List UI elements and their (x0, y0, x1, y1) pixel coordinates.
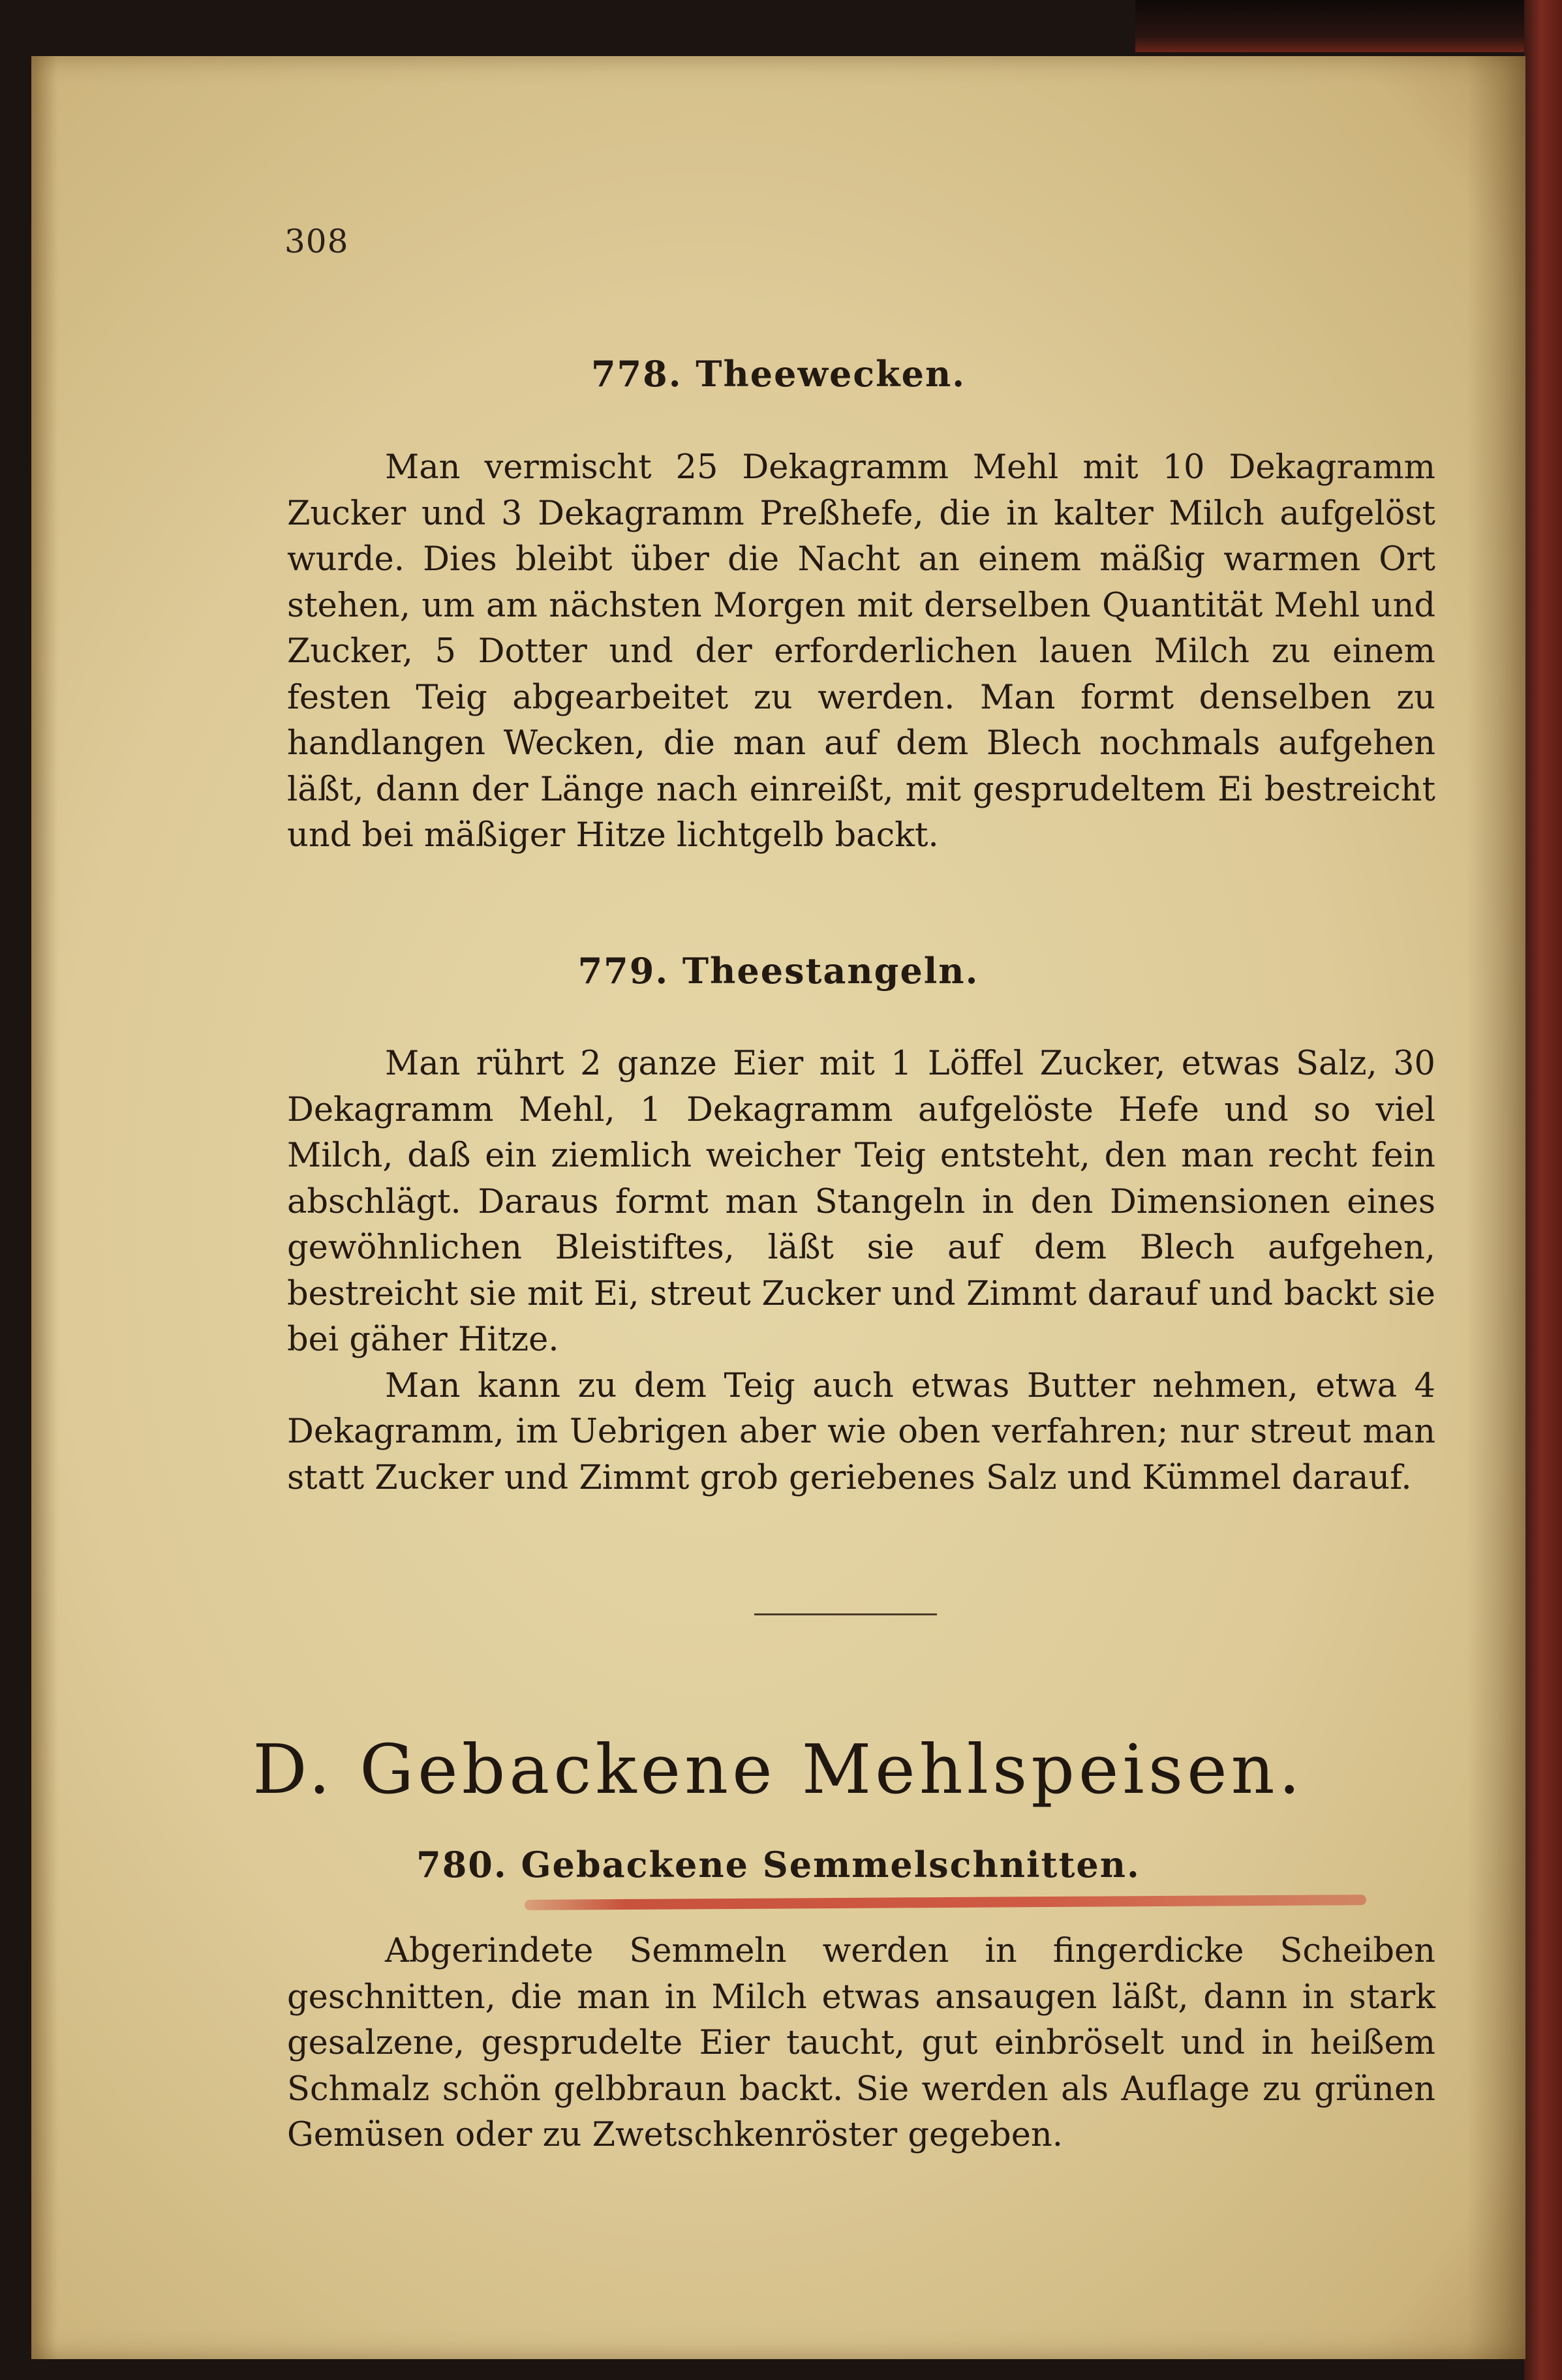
page-number: 308 (284, 222, 349, 260)
recipe-779-paragraph-2: Man kann zu dem Teig auch etwas Butter nehmen, etwa 4 Dekagramm, im Uebrigen aber wie oben verfahren; nur streut man statt Zucker und Zimmt grob geriebenes Salz und Kümmel darauf. (287, 1366, 1435, 1497)
page-left-edge-shadow (31, 56, 57, 2359)
recipe-778-heading: 778. Theewecken. (590, 353, 966, 395)
section-title: D. Gebackene Mehlspeisen. (253, 1730, 1304, 1809)
page-sheet (31, 56, 1525, 2359)
red-pencil-underline (525, 1895, 1366, 1910)
section-divider-rule (754, 1613, 937, 1615)
recipe-778-paragraph: Man vermischt 25 Dekagramm Mehl mit 10 Dekagramm Zucker und 3 Dekagramm Preßhefe, die in kalter Milch aufgelöst wurde. Dies bleibt über die Nacht an einem mäßig warmen Ort stehen, um am nächsten Morgen mit derselben Quantität Mehl und Zucker, 5 Dotter und der erforderlichen lauen Milch zu einem festen Teig abgearbeitet zu werden. Man formt denselben zu handlangen Wecken, die man auf dem Blech nochmals aufgehen läßt, dann der Länge nach einreißt, mit gesprudeltem Ei bestreicht und bei mäßiger Hitze lichtgelb backt. (287, 448, 1435, 855)
recipe-779-body (287, 1041, 1435, 1501)
recipe-778-body (287, 445, 1435, 859)
book-spine-edge (1524, 0, 1562, 2380)
page-fold-shadow (1467, 56, 1525, 2359)
recipe-780-body (287, 1929, 1435, 2159)
recipe-780-heading: 780. Gebackene Semmelschnitten. (416, 1844, 1141, 1885)
recipe-780-paragraph: Abgerindete Semmeln werden in fingerdicke Scheiben geschnitten, die man in Milch etwas ansaugen läßt, dann in stark gesalzene, gesprudelte Eier taucht, gut einbröselt und in heißem Schmalz schön gelbbraun backt. Sie werden als Auflage zu grünen Gemüsen oder zu Zwetschkenröster gegeben. (287, 1932, 1435, 2154)
book-cover-top-edge (1135, 0, 1562, 52)
recipe-779-paragraph-1: Man rührt 2 ganze Eier mit 1 Löffel Zucker, etwas Salz, 30 Dekagramm Mehl, 1 Dekagramm aufgelöste Hefe und so viel Milch, daß ein ziemlich weicher Teig entsteht, den man recht fein abschlägt. Daraus formt man Stangeln in den Dimensionen eines gewöhnlichen Bleistiftes, läßt sie auf dem Blech aufgehen, bestreicht sie mit Ei, streut Zucker und Zimmt darauf und backt sie bei gäher Hitze. (287, 1045, 1435, 1359)
recipe-779-heading: 779. Theestangeln. (577, 950, 979, 992)
